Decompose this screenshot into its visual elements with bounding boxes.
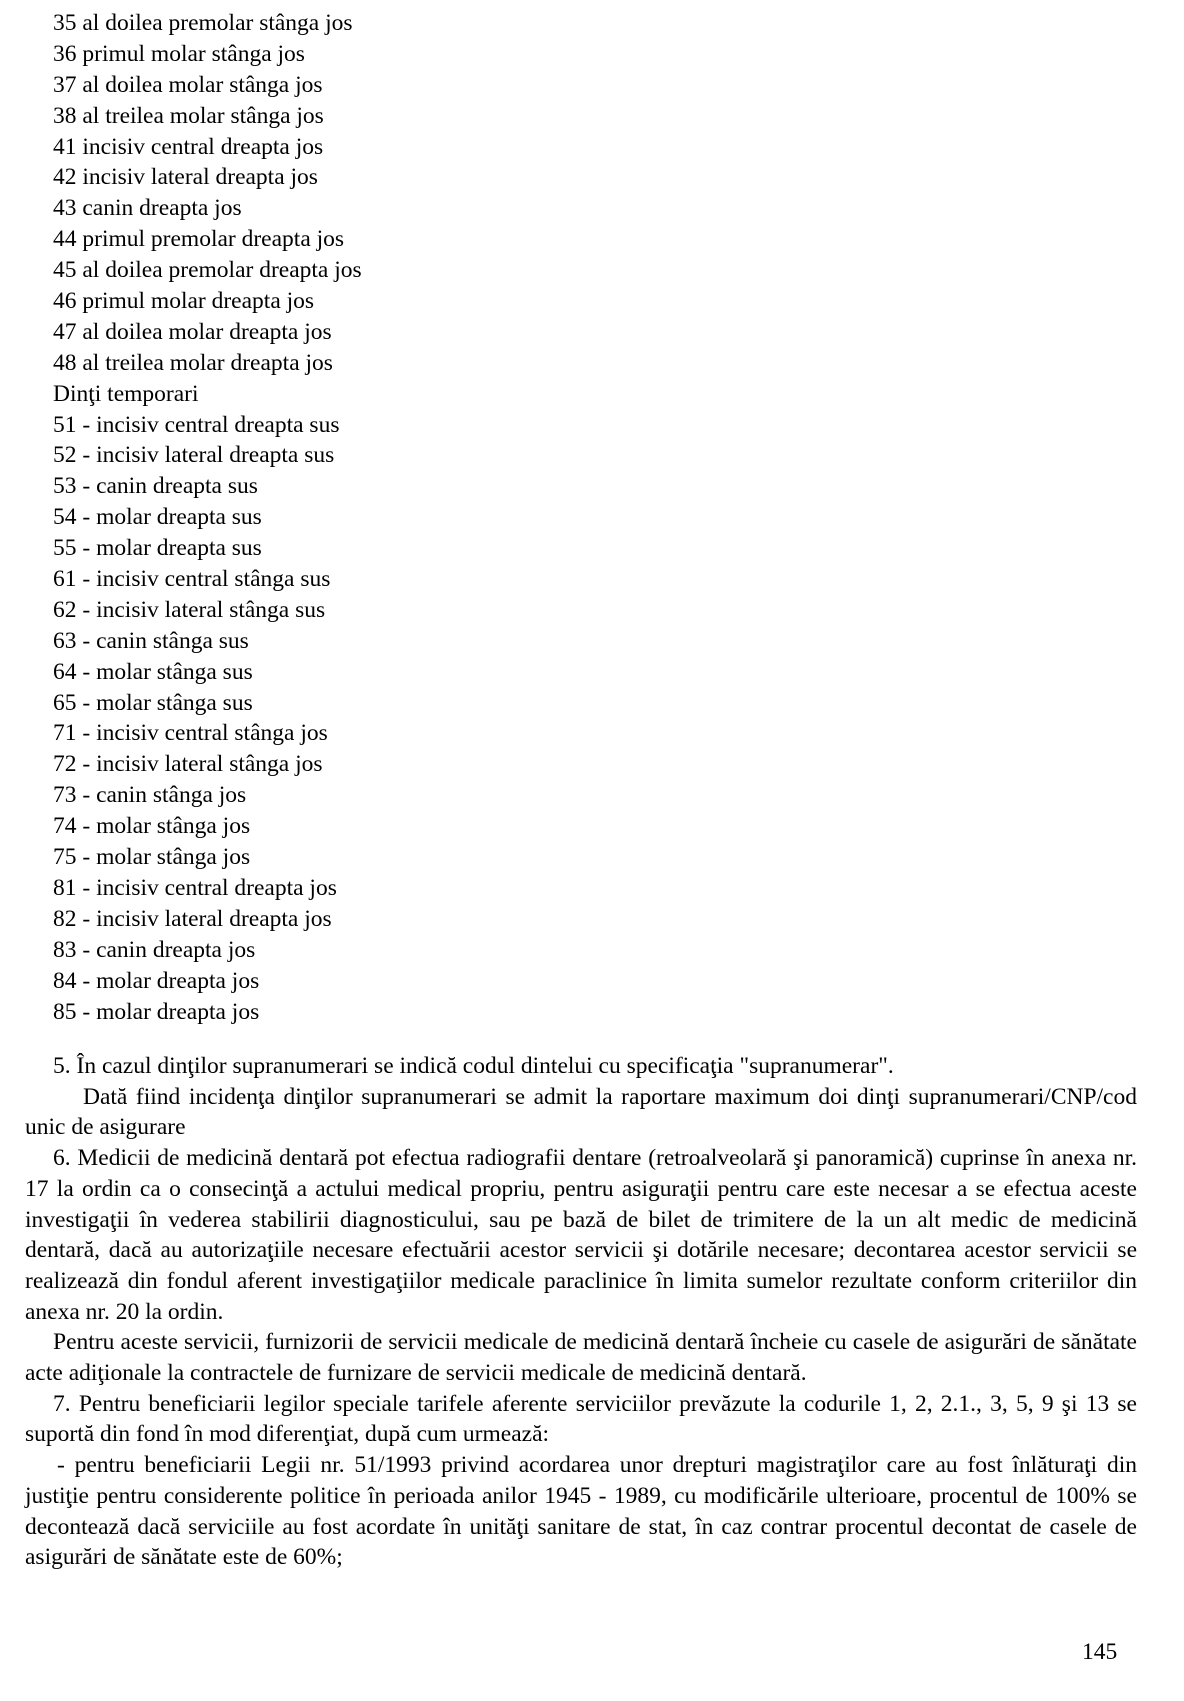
list-item: 71 - incisiv central stânga jos [53, 720, 328, 747]
list-item: 45 al doilea premolar dreapta jos [53, 257, 362, 284]
paragraph-6: 6. Medicii de medicină dentară pot efectua radiografii dentare (retroalveolară şi panoramică) cuprinse în anexa nr. 17 la ordin ca o consecinţă a actului medical propriu, pentru asiguraţii pentru care este necesar a se efectua aceste investigaţii în vederea stabilirii diagnosticului, sau pe bază de bilet de trimitere de la un alt medic de medicină dentară, dacă au autorizaţiile necesare efectuării acestor servicii şi dotările necesare; decontarea acestor servicii se realizează din fondul aferent investigaţiilor medicale paraclinice în limita sumelor rezultate conform criteriilor din anexa nr. 20 la ordin. [25, 1145, 1137, 1325]
paragraph-7-bullet: - pentru beneficiarii Legii nr. 51/1993 privind acordarea unor drepturi magistraţilor care au fost înlăturaţi din justiţie pentru considerente politice în perioada anilor 1945 - 1989, cu modificările ulterioare, procentul de 100% se decontează dacă serviciile au fost acordate în unităţi sanitare de stat, în caz contrar procentul decontat de casele de asigurări de sănătate este de 60%; [25, 1452, 1137, 1571]
list-item: 43 canin dreapta jos [53, 195, 242, 222]
list-item: 84 - molar dreapta jos [53, 967, 260, 994]
paragraph-7: 7. Pentru beneficiarii legilor speciale tarifele aferente serviciilor prevăzute la codurile 1, 2, 2.1., 3, 5, 9 şi 13 se suportă din fond în mod diferenţiat, după cum urmează: [25, 1390, 1137, 1448]
page-number: 145 [1082, 1639, 1118, 1665]
list-item: 64 - molar stânga sus [53, 658, 253, 685]
list-item: 37 al doilea molar stânga jos [53, 71, 323, 98]
list-item: 65 - molar stânga sus [53, 689, 253, 716]
list-item: 48 al treilea molar dreapta jos [53, 349, 333, 376]
list-item: 55 - molar dreapta sus [53, 535, 262, 562]
list-item: 38 al treilea molar stânga jos [53, 102, 324, 129]
list-item: 51 - incisiv central dreapta sus [53, 411, 340, 438]
list-item: 83 - canin dreapta jos [53, 936, 256, 963]
paragraph-6-continuation: Pentru aceste servicii, furnizorii de servicii medicale de medicină dentară încheie cu casele de asigurări de sănătate acte adiţionale la contractele de furnizare de servicii medicale de medicină dentară. [25, 1329, 1137, 1387]
list-item: 75 - molar stânga jos [53, 844, 251, 871]
list-item: 61 - incisiv central stânga sus [53, 566, 331, 593]
list-item: 44 primul premolar dreapta jos [53, 226, 345, 253]
list-item: 52 - incisiv lateral dreapta sus [53, 442, 335, 469]
list-item: 53 - canin dreapta sus [53, 473, 258, 500]
list-item: 72 - incisiv lateral stânga jos [53, 751, 323, 778]
list-item: 73 - canin stânga jos [53, 782, 247, 809]
list-item: 47 al doilea molar dreapta jos [53, 318, 332, 345]
list-item: 36 primul molar stânga jos [53, 40, 305, 67]
list-item: 41 incisiv central dreapta jos [53, 133, 324, 160]
tooth-code-list [53, 8, 362, 1027]
list-item: 63 - canin stânga sus [53, 627, 249, 654]
list-item: 46 primul molar dreapta jos [53, 288, 315, 315]
paragraph-5: 5. În cazul dinţilor supranumerari se indică codul dintelui cu specificaţia "supranumerar". [53, 1053, 894, 1079]
list-item: 74 - molar stânga jos [53, 813, 251, 840]
list-item: 62 - incisiv lateral stânga sus [53, 596, 326, 623]
list-item: 54 - molar dreapta sus [53, 504, 262, 531]
list-item: 35 al doilea premolar stânga jos [53, 10, 353, 36]
body-text [25, 1051, 1137, 1573]
list-item: 85 - molar dreapta jos [53, 998, 260, 1025]
paragraph-5-continuation: Dată fiind incidenţa dinţilor supranumerari se admit la raportare maximum doi dinţi supranumerari/CNP/cod unic de asigurare [25, 1083, 1137, 1141]
list-item: 81 - incisiv central dreapta jos [53, 874, 337, 901]
section-heading-temporary-teeth: Dinţi temporari [53, 380, 199, 407]
list-item: 82 - incisiv lateral dreapta jos [53, 905, 332, 932]
list-item: 42 incisiv lateral dreapta jos [53, 164, 318, 191]
